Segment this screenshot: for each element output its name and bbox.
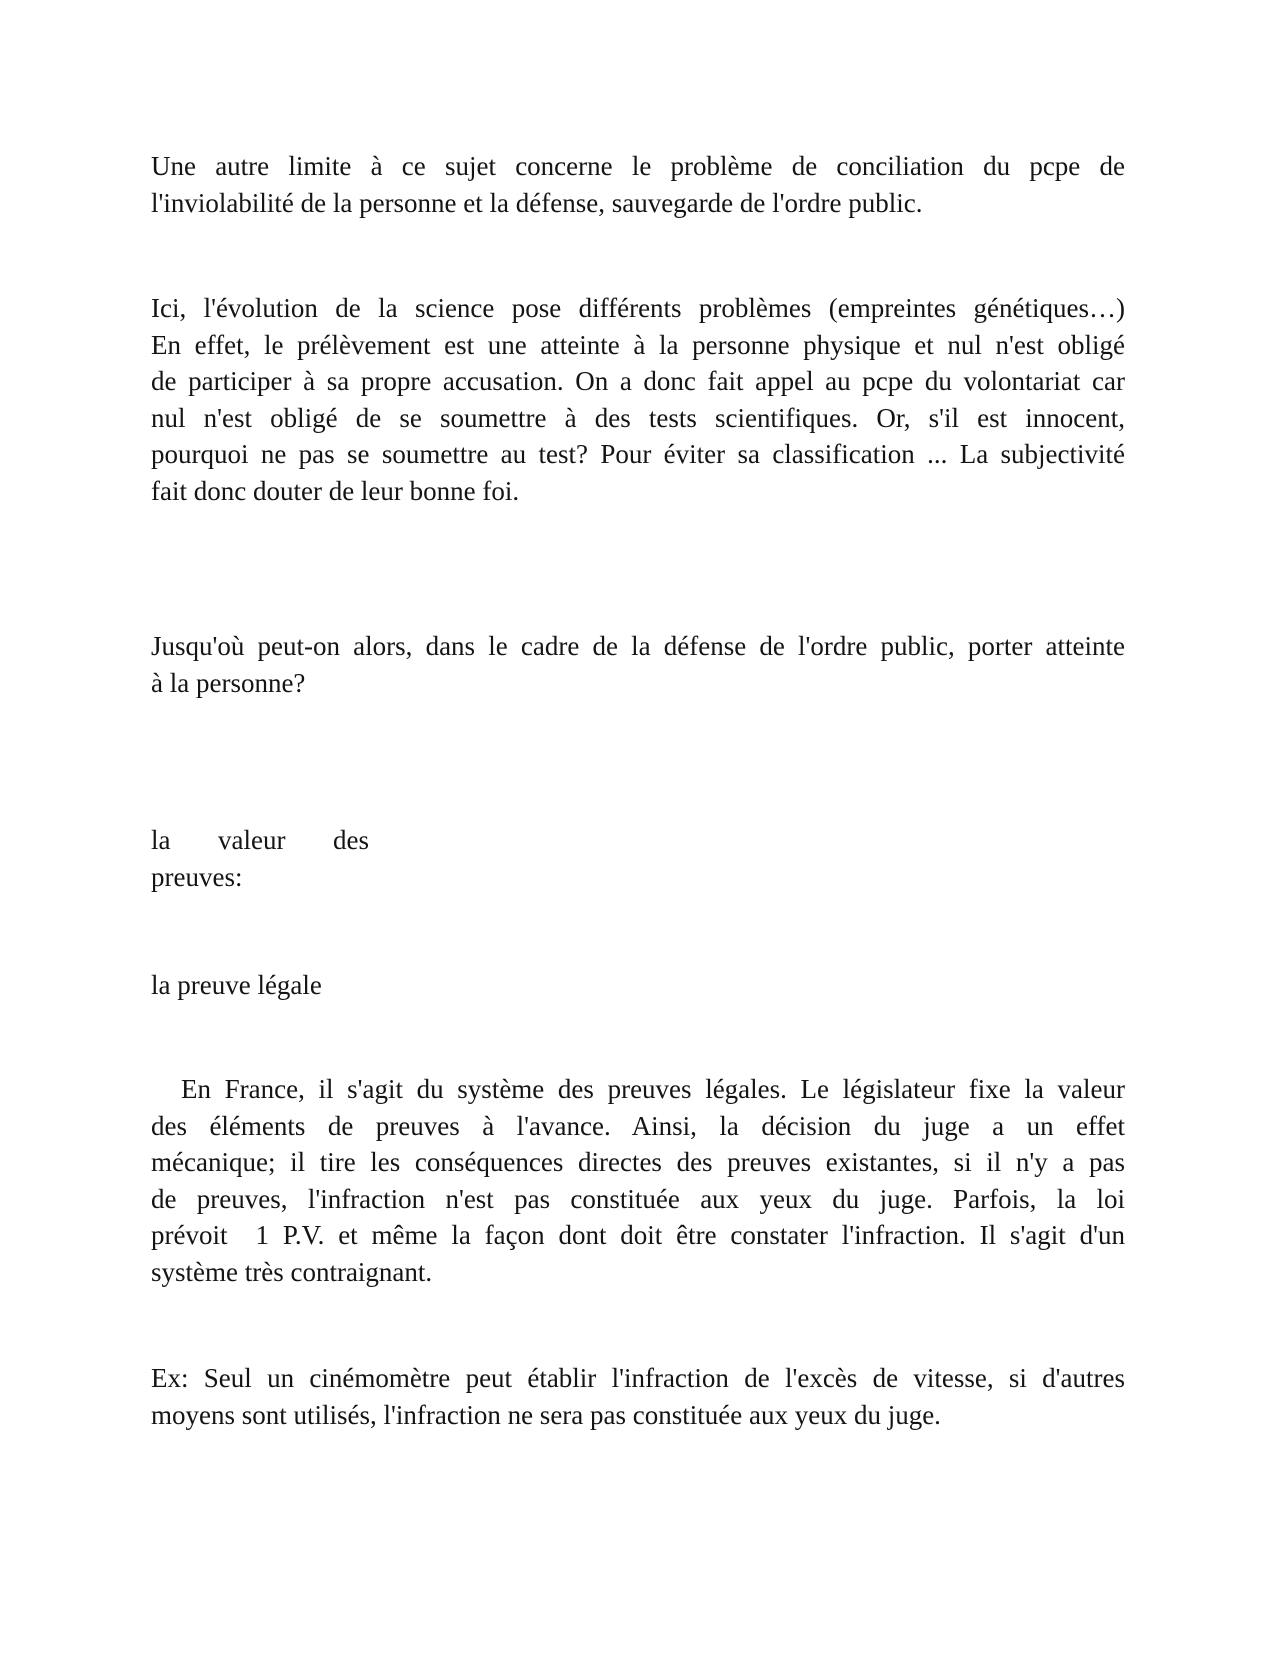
paragraph-line-end: 1 P.V. et même la façon dont doit être constater l'infraction. Il s'agit d'un <box>255 1220 1125 1250</box>
paragraph-line: l'inviolabilité de la personne et la défense, sauvegarde de l'ordre public. <box>151 187 923 218</box>
paragraph-line: moyens sont utilisés, l'infraction ne sera pas constituée aux yeux du juge. <box>151 1399 941 1430</box>
paragraph-line: à la personne? <box>151 667 306 698</box>
section-heading-valeur-des-preuves <box>151 822 369 895</box>
paragraph-systeme-preuves-legales <box>151 1071 1125 1290</box>
paragraph-conciliation-limit <box>151 148 1125 221</box>
paragraph-line: pourquoi ne pas se soumettre au test? Pour éviter sa classification ... La subjectivité <box>151 439 1125 469</box>
paragraph-line-text: En France, il s'agit du système des preuves légales. Le législateur fixe la valeur <box>181 1074 1125 1104</box>
paragraph-line: Ici, l'évolution de la science pose différents problèmes (empreintes génétiques…) <box>151 293 1125 323</box>
paragraph-line-start: prévoit <box>151 1220 228 1250</box>
paragraph-example-cinemometre <box>151 1360 1125 1433</box>
subsection-heading-preuve-legale: la preuve légale <box>151 970 322 1000</box>
paragraph-line: Jusqu'où peut-on alors, dans le cadre de la défense de l'ordre public, porter atteinte <box>151 631 1125 661</box>
paragraph-line: En effet, le prélèvement est une atteinte à la personne physique et nul n'est obligé <box>151 329 1125 360</box>
paragraph-line: système très contraignant. <box>151 1256 433 1287</box>
paragraph-line <box>151 1071 1125 1108</box>
paragraph-line: des éléments de preuves à l'avance. Ainsi, la décision du juge a un effet <box>151 1110 1125 1141</box>
paragraph-line: de participer à sa propre accusation. On a donc fait appel au pcpe du volontariat car <box>151 366 1125 396</box>
heading-line: la valeur des <box>151 825 369 855</box>
paragraph-line: nul n'est obligé de se soumettre à des tests scientifiques. Or, s'il est innocent, <box>151 402 1125 433</box>
paragraph-science-evolution <box>151 290 1125 509</box>
paragraph-line: Ex: Seul un cinémomètre peut établir l'infraction de l'excès de vitesse, si d'autres <box>151 1363 1125 1393</box>
paragraph-line <box>151 1217 1125 1254</box>
paragraph-line: mécanique; il tire les conséquences directes des preuves existantes, si il n'y a pas <box>151 1147 1125 1177</box>
heading-line: preuves: <box>151 861 243 892</box>
paragraph-question <box>151 628 1125 701</box>
paragraph-line: fait donc douter de leur bonne foi. <box>151 475 520 506</box>
paragraph-line: Une autre limite à ce sujet concerne le problème de conciliation du pcpe de <box>151 151 1125 181</box>
paragraph-line: de preuves, l'infraction n'est pas constituée aux yeux du juge. Parfois, la loi <box>151 1183 1125 1214</box>
